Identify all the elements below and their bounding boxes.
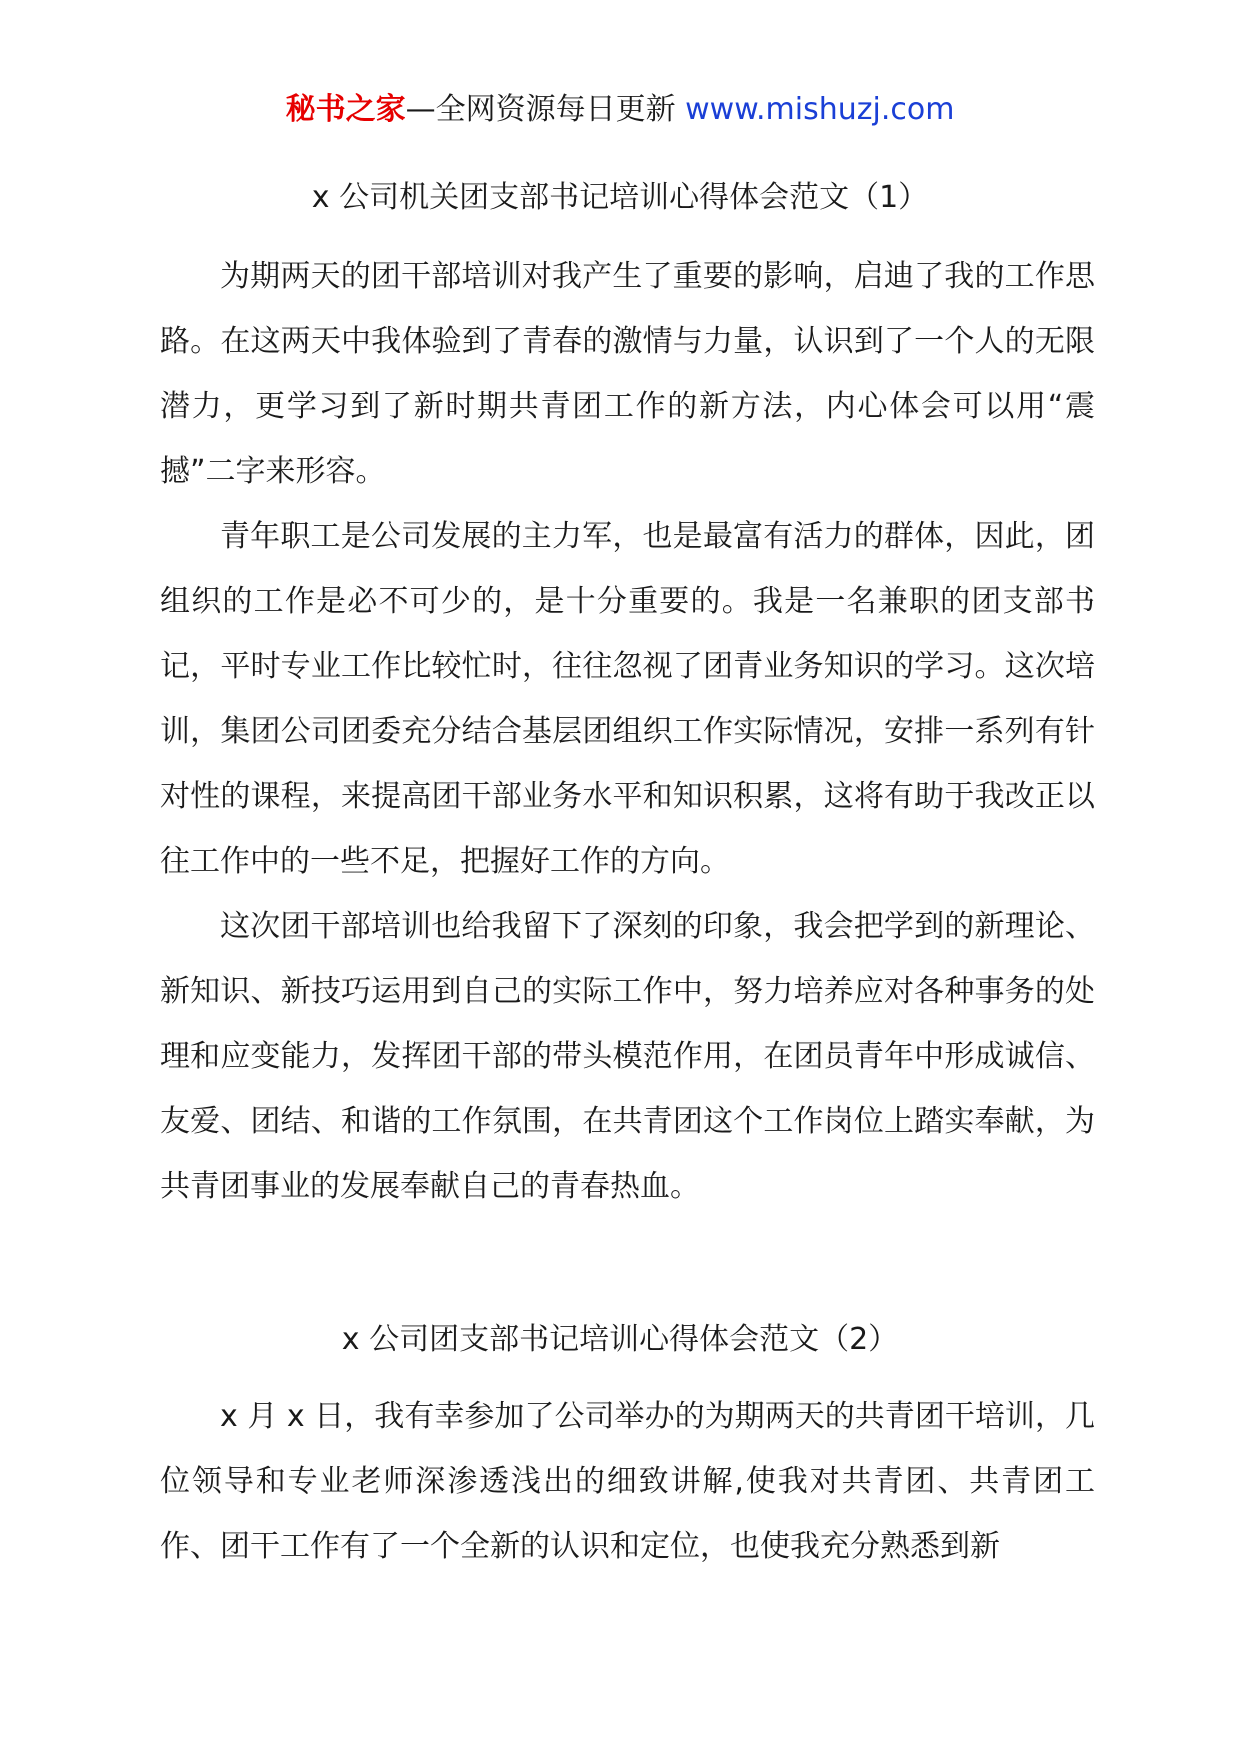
site-header [0, 88, 1240, 132]
article-2-title: x 公司团支部书记培训心得体会范文（2） [341, 1322, 899, 1357]
article-1-paragraph-3: 这次团干部培训也给我留下了深刻的印象，我会把学到的新理论、新知识、新技巧运用到自己的实际工作中，努力培养应对各种事务的处理和应变能力，发挥团干部的带头模范作用，在团员青年中形成诚信、友爱、团结、和谐的工作氛围，在共青团这个工作岗位上踏实奉献，为共青团事业的发展奉献自己的青春热血。 [160, 909, 1095, 1204]
article-2-body [160, 1384, 1095, 1579]
site-brand: 秘书之家 [285, 92, 406, 127]
article-2-paragraph-1: x 月 x 日，我有幸参加了公司举办的为期两天的共青团干培训，几位领导和专业老师深渗透浅出的细致讲解,使我对共青团、共青团工作、团干工作有了一个全新的认识和定位，也使我充分熟悉到新 [160, 1399, 1095, 1564]
article-1-paragraph-2: 青年职工是公司发展的主力军，也是最富有活力的群体，因此，团组织的工作是必不可少的，是十分重要的。我是一名兼职的团支部书记，平时专业工作比较忙时，往往忽视了团青业务知识的学习。这次培训，集团公司团委充分结合基层团组织工作实际情况，安排一系列有针对性的课程，来提高团干部业务水平和知识积累，这将有助于我改正以往工作中的一些不足，把握好工作的方向。 [160, 519, 1095, 879]
article-1-body [160, 244, 1095, 1219]
article-1-title: x 公司机关团支部书记培训心得体会范文（1） [311, 180, 929, 215]
site-tagline: —全网资源每日更新 [405, 92, 676, 127]
article-1-paragraph-1: 为期两天的团干部培训对我产生了重要的影响，启迪了我的工作思路。在这两天中我体验到了青春的激情与力量，认识到了一个人的无限潜力，更学习到了新时期共青团工作的新方法，内心体会可以用“震撼”二字来形容。 [160, 259, 1095, 489]
site-url[interactable]: www.mishuzj.com [685, 92, 955, 127]
